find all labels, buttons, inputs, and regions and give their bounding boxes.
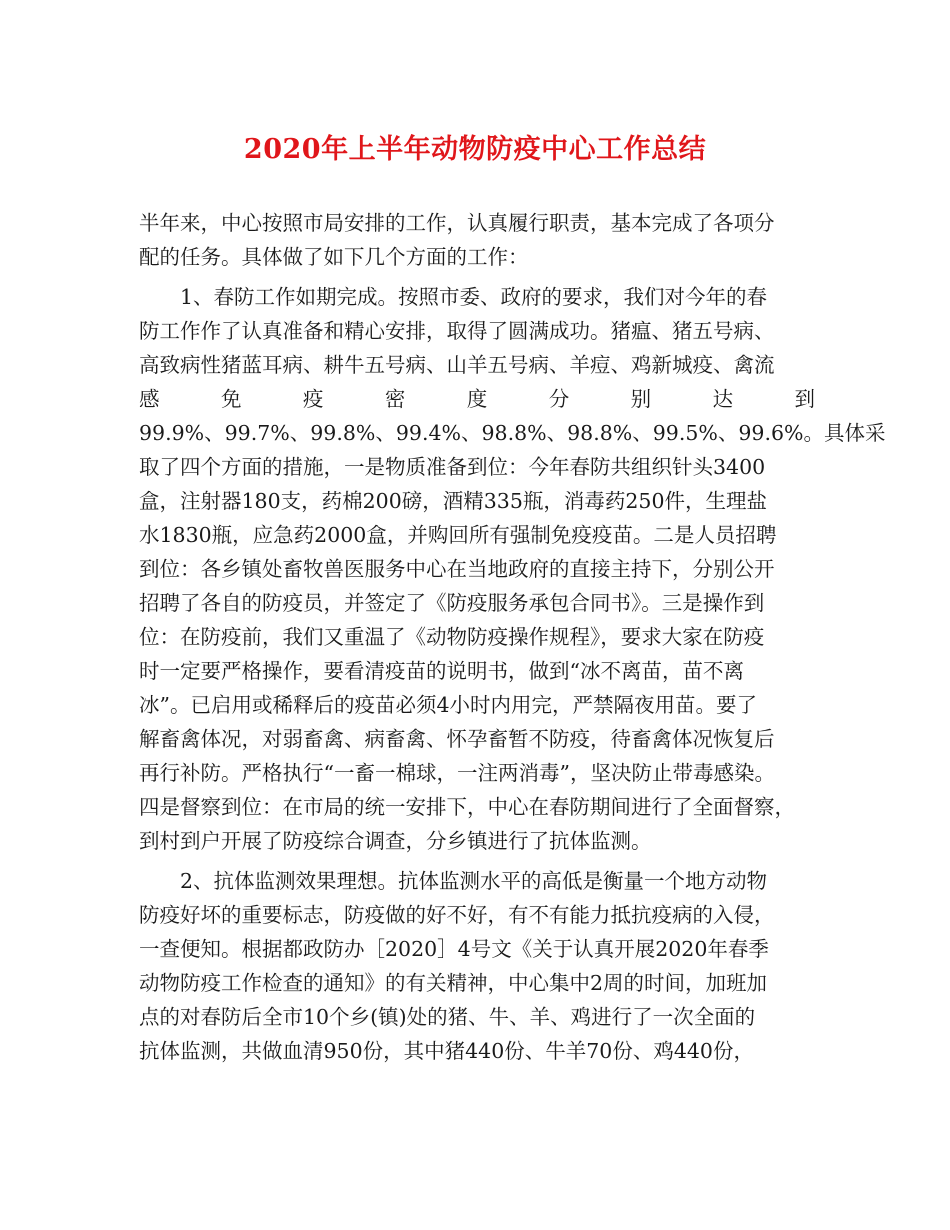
paragraph-2-line-12: 时一定要严格操作，要看清疫苗的说明书，做到“冰不离苗，苗不离 — [139, 659, 744, 683]
paragraph-2-line-1: 1、春防工作如期完成。按照市委、政府的要求，我们对今年的春 — [139, 285, 768, 309]
paragraph-2-line-8: 水1830瓶，应急药2000盒，并购回所有强制免疫疫苗。二是人员招聘 — [139, 523, 777, 547]
paragraph-3-line-3: 一查便知。根据都政防办［2020］4号文《关于认真开展2020年春季 — [139, 937, 769, 961]
paragraph-3-line-5: 点的对春防后全市10个乡(镇)处的猪、牛、羊、鸡进行了一次全面的 — [139, 1005, 756, 1029]
justified-char: 密 — [384, 387, 406, 411]
justified-char: 免 — [220, 387, 242, 411]
paragraph-2-line-2: 防工作作了认真准备和精心安排，取得了圆满成功。猪瘟、猪五号病、 — [139, 319, 775, 343]
paragraph-2-line-15: 再行补防。严格执行“一畜一棉球，一注两消毒”，坚决防止带毒感染。 — [139, 761, 775, 785]
paragraph-2-line-7: 盒，注射器180支，药棉200磅，酒精335瓶，消毒药250件，生理盐 — [139, 489, 768, 513]
justified-char: 达 — [712, 387, 734, 411]
paragraph-2-justified-line — [139, 382, 815, 416]
paragraph-2-line-9: 到位：各乡镇处畜牧兽医服务中心在当地政府的直接主持下，分别公开 — [139, 557, 775, 581]
justified-char: 分 — [548, 387, 570, 411]
justified-char: 疫 — [302, 387, 324, 411]
paragraph-3-line-1: 2、抗体监测效果理想。抗体监测水平的高低是衡量一个地方动物 — [139, 869, 768, 893]
document-title: 2020年上半年动物防疫中心工作总结 — [243, 134, 707, 165]
paragraph-2-line-14: 解畜禽体况，对弱畜禽、病畜禽、怀孕畜暂不防疫，待畜禽体况恢复后 — [139, 727, 775, 751]
paragraph-2-line-3: 高致病性猪蓝耳病、耕牛五号病、山羊五号病、羊痘、鸡新城疫、禽流 — [139, 353, 775, 377]
paragraph-2-line-13: 冰”。已启用或稀释后的疫苗必须4小时内用完，严禁隔夜用苗。要了 — [139, 693, 758, 717]
paragraph-2-line-10: 招聘了各自的防疫员，并签定了《防疫服务承包合同书》。三是操作到 — [139, 591, 765, 615]
paragraph-3-line-6: 抗体监测，共做血清950份，其中猪440份、牛羊70份、鸡440份， — [139, 1039, 754, 1063]
justified-char: 度 — [466, 387, 488, 411]
paragraph-2-line-5: 99.9%、99.7%、99.8%、99.4%、98.8%、98.8%、99.5%、99.6%。具体采 — [139, 421, 886, 445]
paragraph-2-line-16: 四是督察到位：在市局的统一安排下，中心在春防期间进行了全面督察， — [139, 795, 795, 819]
paragraph-3-line-4: 动物防疫工作检查的通知》的有关精神，中心集中2周的时间，加班加 — [139, 971, 768, 995]
justified-char: 到 — [794, 387, 815, 411]
justified-char: 别 — [630, 387, 652, 411]
paragraph-2-line-17: 到村到户开展了防疫综合调查，分乡镇进行了抗体监测。 — [139, 829, 652, 853]
paragraph-1-line-1: 半年来，中心按照市局安排的工作，认真履行职责，基本完成了各项分 — [139, 211, 775, 235]
paragraph-3-line-2: 防疫好坏的重要标志，防疫做的好不好，有不有能力抵抗疫病的入侵， — [139, 903, 775, 927]
paragraph-1-line-2: 配的任务。具体做了如下几个方面的工作： — [139, 245, 529, 269]
paragraph-2-line-6: 取了四个方面的措施，一是物质准备到位：今年春防共组织针头3400 — [139, 455, 766, 479]
document-body — [139, 206, 886, 1068]
paragraph-2-line-11: 位：在防疫前，我们又重温了《动物防疫操作规程》，要求大家在防疫 — [139, 625, 765, 649]
justified-char: 感 — [139, 387, 160, 411]
